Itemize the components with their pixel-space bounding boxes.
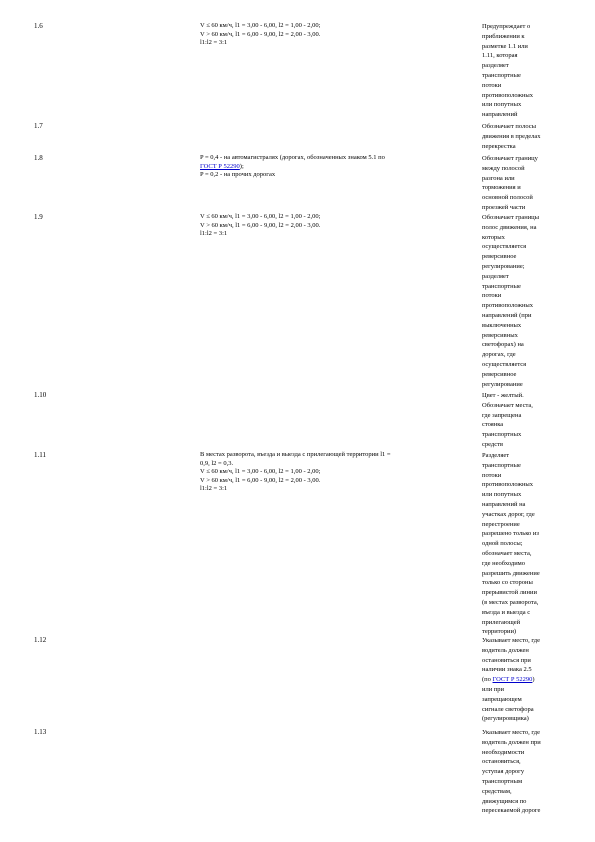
param-line: В местах разворота, въезда и выезда с прилегающей территории l1 = [200, 451, 391, 458]
marking-number: 1.13 [34, 728, 47, 736]
desc-line: дорогах, где [482, 351, 516, 359]
desc-line: транспортные [482, 71, 521, 79]
marking-description [482, 391, 568, 450]
desc-line: противоположных [482, 91, 534, 99]
desc-line: где необходимо [482, 559, 526, 567]
desc-line: необходимости [482, 748, 525, 756]
desc-line: транспортные [482, 282, 521, 290]
desc-line: направлений на [482, 500, 526, 508]
desc-line: запрещающем [482, 695, 522, 703]
param-line: V ≤ 60 км/ч, l1 = 3,00 - 6,00, l2 = 1,00 - 2,00; [200, 213, 321, 220]
param-line [200, 163, 472, 172]
desc-line: пересекаемой дороге [482, 807, 541, 815]
desc-line: осуществляется [482, 243, 527, 251]
marking-description [482, 22, 568, 120]
desc-line: участках дорог, где [482, 510, 535, 518]
desc-line: потоки [482, 292, 502, 300]
marking-number: 1.11 [34, 451, 46, 459]
desc-line: Разделяет [482, 452, 510, 459]
marking-parameters [200, 213, 472, 239]
desc-line: светофорах) на [482, 341, 524, 349]
param-line: P = 0,2 - на прочих дорогах [200, 171, 276, 178]
param-line: l1:l2 = 3:1 [200, 39, 228, 46]
desc-line: разрешить движение [482, 569, 540, 577]
desc-line: перекрестка [482, 142, 516, 150]
desc-line: 1.11, которая [482, 52, 518, 60]
desc-line: разметке 1.1 или [482, 42, 528, 50]
param-line: 0,9, l2 = 0,3. [200, 459, 234, 467]
desc-line: основной полосой [482, 194, 533, 202]
desc-line: остановиться при [482, 656, 531, 664]
marking-description [482, 728, 568, 816]
desc-line: Цвет - желтый. [482, 392, 524, 399]
desc-line: осуществляется [482, 360, 527, 368]
desc-line: реверсивное [482, 370, 517, 378]
desc-line: разделяет [482, 62, 509, 70]
desc-line: прерывистой линии [482, 589, 537, 597]
desc-line: средств [482, 440, 504, 448]
marking-description [482, 636, 568, 724]
desc-line: только со стороны [482, 579, 533, 587]
marking-parameters [200, 451, 472, 494]
desc-line: выключенных [482, 321, 522, 329]
desc-line: средствам, [482, 787, 512, 795]
param-line: V > 60 км/ч, l1 = 6,00 - 9,00, l2 = 2,00 - 3,00. [200, 30, 321, 38]
marking-number: 1.7 [34, 122, 43, 130]
desc-line: уступая дорогу [482, 768, 525, 776]
gost-link[interactable]: ГОСТ Р 52290 [200, 162, 240, 170]
param-line: V > 60 км/ч, l1 = 6,00 - 9,00, l2 = 2,00 - 3,00. [200, 476, 321, 484]
marking-number: 1.9 [34, 213, 43, 221]
desc-line: разгона или [482, 174, 515, 182]
desc-text: ) [532, 676, 535, 684]
desc-line: полос движения, на [482, 223, 537, 231]
desc-line: Обозначает границы [482, 214, 540, 221]
desc-line: где запрещена [482, 411, 522, 419]
desc-line: одной полосы; [482, 540, 523, 548]
param-line: l1:l2 = 3:1 [200, 485, 228, 492]
desc-line: регулирование [482, 380, 523, 388]
marking-number: 1.8 [34, 154, 43, 162]
param-line: V > 60 км/ч, l1 = 6,00 - 9,00, l2 = 2,00 - 3,00. [200, 221, 321, 229]
desc-line: обозначает места, [482, 549, 532, 557]
desc-line: или попутных [482, 101, 522, 109]
desc-line: перестроение [482, 520, 520, 528]
param-line: V ≤ 60 км/ч, l1 = 3,00 - 6,00, l2 = 1,00 - 2,00; [200, 22, 321, 29]
desc-line: стоянка [482, 421, 504, 429]
desc-line: транспортных [482, 431, 522, 439]
desc-line: прилегающей [482, 618, 521, 626]
desc-line: направлений (при [482, 311, 532, 319]
desc-line: движения в пределах [482, 132, 541, 140]
desc-line: проезжей части [482, 203, 526, 211]
marking-description [482, 154, 568, 213]
desc-line: направлений [482, 111, 518, 119]
desc-line: Обозначает места, [482, 401, 533, 409]
desc-line: противоположных [482, 481, 534, 489]
desc-line: (регулировщика) [482, 715, 529, 723]
desc-line: Предупреждает о [482, 23, 531, 30]
desc-line: потоки [482, 471, 502, 479]
marking-description [482, 451, 568, 637]
desc-line: остановиться, [482, 758, 521, 766]
desc-line: или попутных [482, 491, 522, 499]
desc-line: реверсивных [482, 331, 518, 339]
desc-line: регулирование; [482, 262, 525, 270]
marking-parameters [200, 22, 472, 48]
desc-text: (по [482, 676, 493, 684]
desc-line: водитель должен при [482, 738, 541, 746]
desc-line: торможения и [482, 184, 521, 192]
desc-line: (в местах разворота, [482, 598, 539, 606]
desc-line: Указывает место, где [482, 729, 540, 736]
desc-line: разделяет [482, 272, 509, 280]
desc-line: сигнале светофора [482, 705, 534, 713]
marking-parameters [200, 154, 472, 180]
marking-number: 1.6 [34, 22, 43, 30]
desc-line: транспортным [482, 777, 523, 785]
marking-number: 1.12 [34, 636, 47, 644]
desc-line: водитель должен [482, 646, 529, 654]
gost-link[interactable]: ГОСТ Р 52290 [492, 676, 533, 684]
marking-number: 1.10 [34, 391, 47, 399]
desc-line: приближении к [482, 32, 525, 40]
desc-line: между полосой [482, 164, 525, 172]
desc-line: реверсивное [482, 253, 517, 261]
desc-line: разрешено только из [482, 530, 539, 538]
desc-line: противоположных [482, 302, 534, 310]
desc-line: Указывает место, где [482, 637, 540, 644]
desc-line: транспортные [482, 461, 521, 469]
desc-line: территории) [482, 628, 517, 636]
param-text: ); [239, 162, 244, 170]
desc-line: потоки [482, 81, 502, 89]
param-line: P = 0,4 - на автомагистралях (дорогах, обозначенных знаком 5.1 по [200, 154, 385, 161]
desc-line [482, 675, 568, 685]
param-line: l1:l2 = 3:1 [200, 230, 228, 237]
desc-line: въезда и выезда с [482, 608, 531, 616]
desc-line: Обозначает полосы [482, 123, 536, 130]
param-line: V ≤ 60 км/ч, l1 = 3,00 - 6,00, l2 = 1,00 - 2,00; [200, 468, 321, 475]
desc-line: движущимся по [482, 797, 527, 805]
desc-line: наличии знака 2.5 [482, 666, 532, 674]
desc-line: которых [482, 233, 505, 241]
desc-line: Обозначает границу [482, 155, 538, 162]
marking-description [482, 122, 568, 151]
marking-description [482, 213, 568, 389]
desc-line: или при [482, 685, 505, 693]
